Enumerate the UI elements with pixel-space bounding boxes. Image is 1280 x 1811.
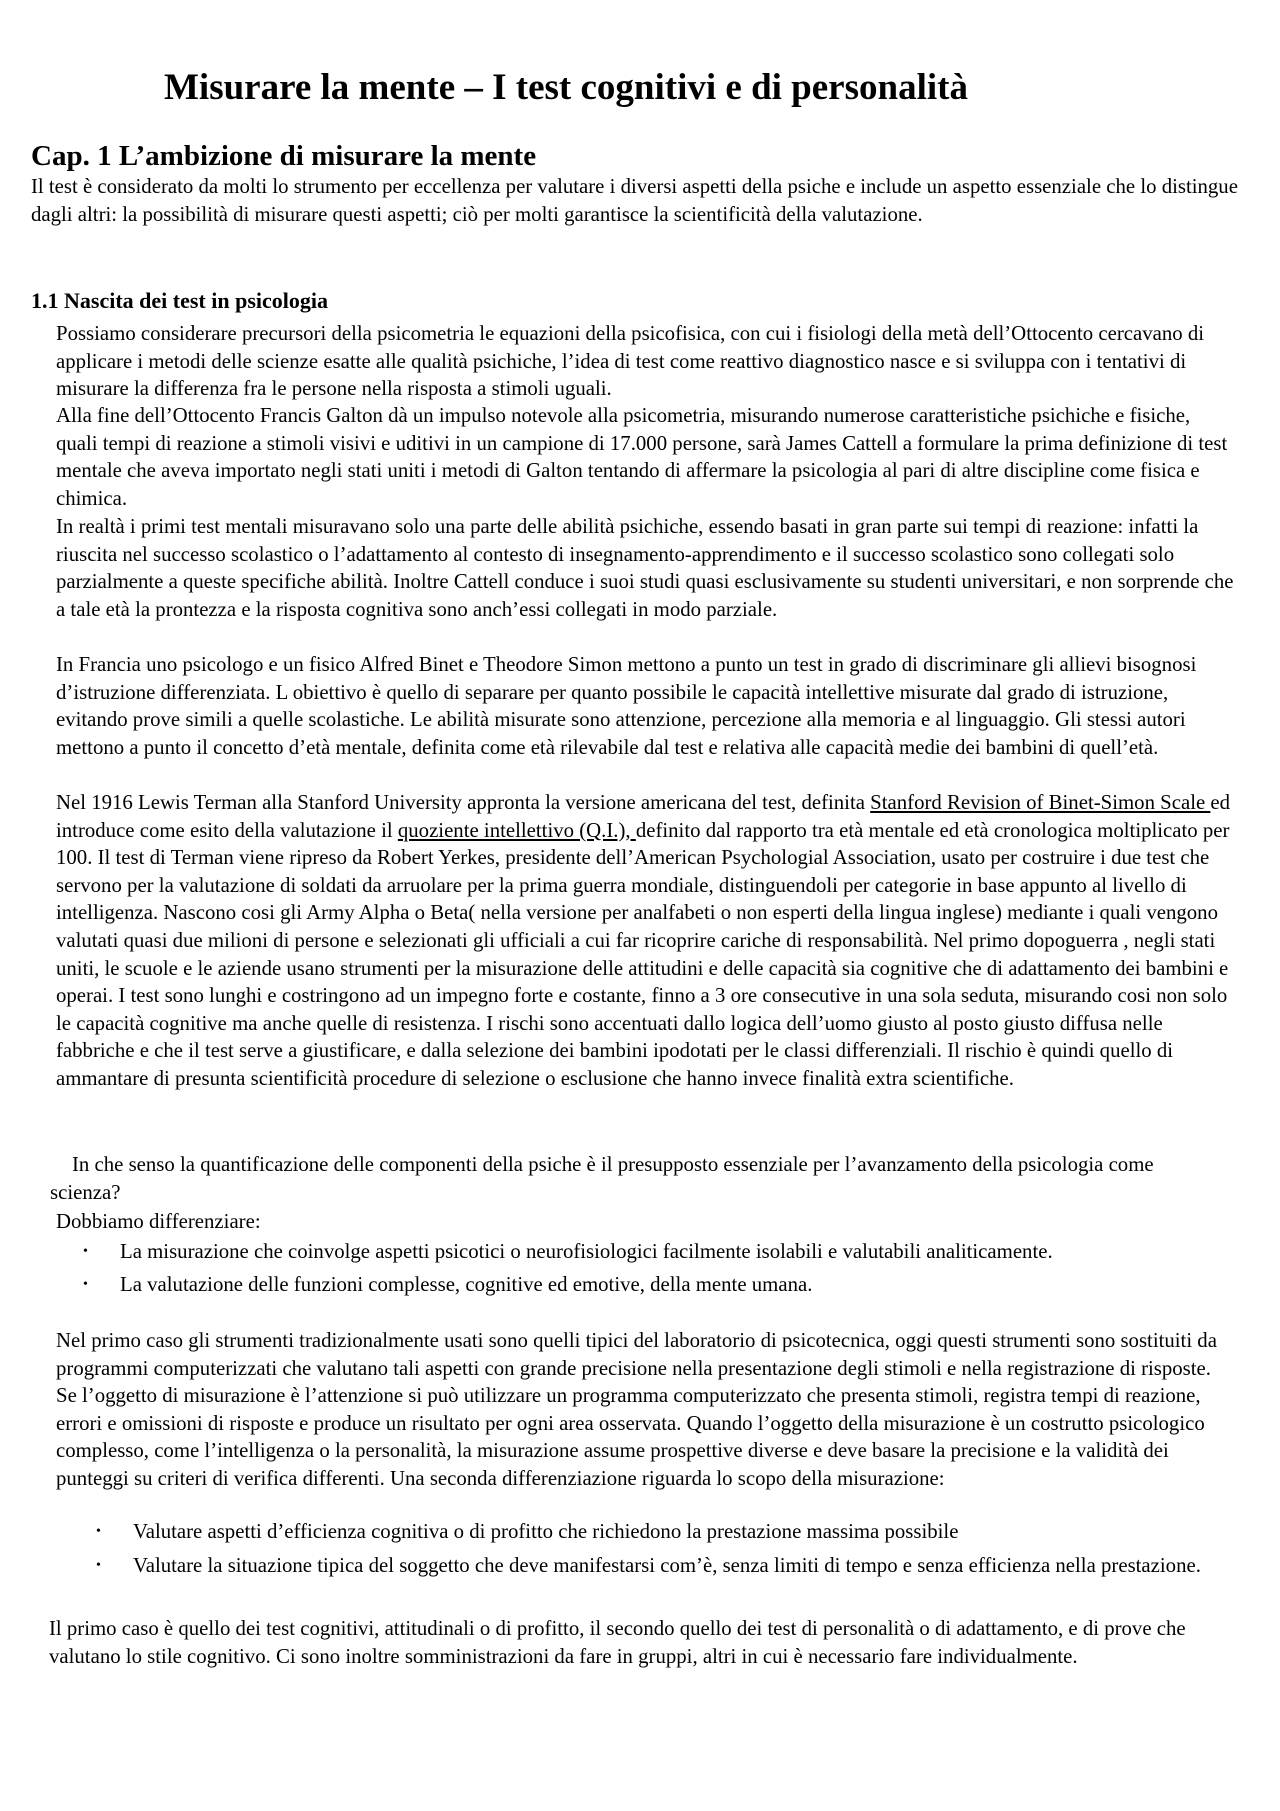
paragraph-early-tests: In realtà i primi test mentali misuravano solo una parte delle abilità psichiche, essendo basati in gran parte sui tempi di reazione: infatti la riuscita nel successo scolastico o l’adattamento al contesto di insegnamento-apprendimento e il successo scolastico sono collegati solo parzialmente a queste specifiche abilità. Inoltre Cattell conduce i suoi studi quasi esclusivamente su studenti universitari, e non sorprende che a tale età la prontezza e la risposta cognitiva sono anch’essi collegati in modo parziale. (56, 515, 1234, 621)
paragraph-binet-simon: In Francia uno psicologo e un fisico Alfred Binet e Theodore Simon mettono a punto un test in grado di discriminare gli allievi bisognosi d’istruzione differenziata. L obiettivo è quello di separare per quanto possibile le capacità intellettive misurate dal grado di istruzione, evitando prove simili a quelle scolastiche. Le abilità misurate sono attenzione, percezione alla memoria e al linguaggio. Gli stessi autori mettono a punto il concetto d’età mentale, definita come età rilevabile dal test e relativa alle capacità medie dei bambini di quell’età. (56, 653, 1197, 759)
bullet-icon: • (96, 1557, 101, 1573)
iq-link[interactable]: quoziente intellettivo (Q.I.), (397, 818, 636, 842)
bullet-icon: • (83, 1276, 88, 1292)
differentiate-label: Dobbiamo differenziare: (56, 1210, 261, 1233)
section-heading: 1.1 Nascita dei test in psicologia (31, 288, 328, 313)
list-item-text: La valutazione delle funzioni complesse, cognitive ed emotive, della mente umana. (120, 1272, 813, 1296)
paragraph-galton: Alla fine dell’Ottocento Francis Galton dà un impulso notevole alla psicometria, misurando numerose caratteristiche psichiche e fisiche, quali tempi di reazione a stimoli visivi e uditivi in un campione di 17.000 persone, sarà James Cattell a formulare la prima definizione di test mentale che aveva importato negli stati uniti i metodi di Galton tentando di affermare la psicologia al pari di altre discipline come fisica e chimica. (56, 404, 1228, 510)
question-paragraph: In che senso la quantificazione delle componenti della psiche è il presupposto essenziale per l’avanzamento della psicologia come scienza? (50, 1153, 1154, 1204)
list-item (96, 1552, 1243, 1580)
terman-text-3: definito dal rapporto tra età mentale ed età cronologica moltiplicato per 100. Il test di Terman viene ripreso da Robert Yerkes, presidente dell’American Psychologial Association, usato per costruire i due test che servono per la valutazione di soldati da arruolare per la prima guerra mondiale, distinguendoli per categorie in base appunto al livello di intelligenza. Nascono cosi gli Army Alpha o Beta( nella versione per analfabeti o non esperti della lingua inglese) mediante i quali vengono valutati quasi due milioni di persone e selezionati gli ufficiali a cui far ricoprire cariche di responsabilità. Nel primo dopoguerra , negli stati uniti, le scuole e le aziende usano strumenti per la misurazione delle attitudini e delle capacità sia cognitive che di adattamento dei bambini e operai. I test sono lunghi e costringono ad un impegno forte e costante, finno a 3 ore consecutive in una sola seduta, misurando cosi non solo le capacità cognitive ma anche quelle di resistenza. I rischi sono accentuati dallo logica dell’uomo giusto al posto giusto diffusa nelle fabbriche e che il test serve a giustificare, e dalla selezione dei bambini ipodotati per le classi differenziali. Il rischio è quindi quello di ammantare di presunta scientificità procedure di selezione o esclusione che hanno invece finalità extra scientifiche. (56, 818, 1230, 1090)
measurement-list (83, 1238, 1270, 1303)
paragraph-psychophysics: Possiamo considerare precursori della psicometria le equazioni della psicofisica, con cui i fisiologi della metà dell’Ottocento cercavano di applicare i metodi delle scienze esatte alle qualità psichiche, l’idea di test come reattivo diagnostico nasce e si sviluppa con i tentativi di misurare la differenza fra le persone nella risposta a stimoli uguali. (56, 322, 1205, 401)
intro-paragraph: Il test è considerato da molti lo strumento per eccellenza per valutare i diversi aspetti della psiche e include un aspetto essenziale che lo distingue dagli altri: la possibilità di misurare questi aspetti; ciò per molti garantisce la scientificità della valutazione. (31, 175, 1238, 226)
list-item (96, 1518, 1243, 1546)
purpose-list (96, 1518, 1243, 1585)
chapter-heading: Cap. 1 L’ambizione di misurare la mente (31, 140, 537, 172)
stanford-revision-link[interactable]: Stanford Revision of Binet-Simon Scale (870, 791, 1211, 814)
terman-text-1: Nel 1916 Lewis Terman alla Stanford University appronta la versione americana del test, definita (56, 791, 871, 814)
list-item-text: Valutare aspetti d’efficienza cognitiva o di profitto che richiedono la prestazione massima possibile (133, 1520, 959, 1543)
bullet-icon: • (96, 1524, 101, 1539)
paragraph-instruments: Nel primo caso gli strumenti tradizionalmente usati sono quelli tipici del laboratorio di psicotecnica, oggi questi strumenti sono sostituiti da programmi computerizzati che valutano tali aspetti con grande precisione nella presentazione degli stimoli e nella registrazione di risposte. Se l’oggetto di misurazione è l’attenzione si può utilizzare un programma computerizzato che presenta stimoli, registra tempi di reazione, errori e omissioni di risposte e produce un risultato per ogni area osservata. Quando l’oggetto della misurazione è un costrutto psicologico complesso, come l’intelligenza o la personalità, la misurazione assume prospettive diverse e deve basare la precisione e la validità dei punteggi su criteri di verifica differenti. Una seconda differenziazione riguarda lo scopo della misurazione: (56, 1329, 1217, 1490)
list-item (83, 1238, 1270, 1266)
document-title: Misurare la mente – I test cognitivi e di personalità (164, 67, 968, 108)
list-item-text: La misurazione che coinvolge aspetti psicotici o neurofisiologici facilmente isolabili e valutabili analiticamente. (120, 1240, 1053, 1263)
list-item-text: Valutare la situazione tipica del soggetto che deve manifestarsi com’è, senza limiti di tempo e senza efficienza nella prestazione. (133, 1553, 1201, 1577)
closing-paragraph: Il primo caso è quello dei test cognitivi, attitudinali o di profitto, il secondo quello dei test di personalità o di adattamento, e di prove che valutano lo stile cognitivo. Ci sono inoltre somministrazioni da fare in gruppi, altri in cui è necessario fare individualmente. (49, 1617, 1186, 1668)
list-item (83, 1271, 1270, 1299)
bullet-icon: • (83, 1244, 88, 1259)
terman-text-2: ed introduce come esito della valutazione il (56, 791, 1231, 842)
paragraph-terman (56, 789, 1236, 1093)
